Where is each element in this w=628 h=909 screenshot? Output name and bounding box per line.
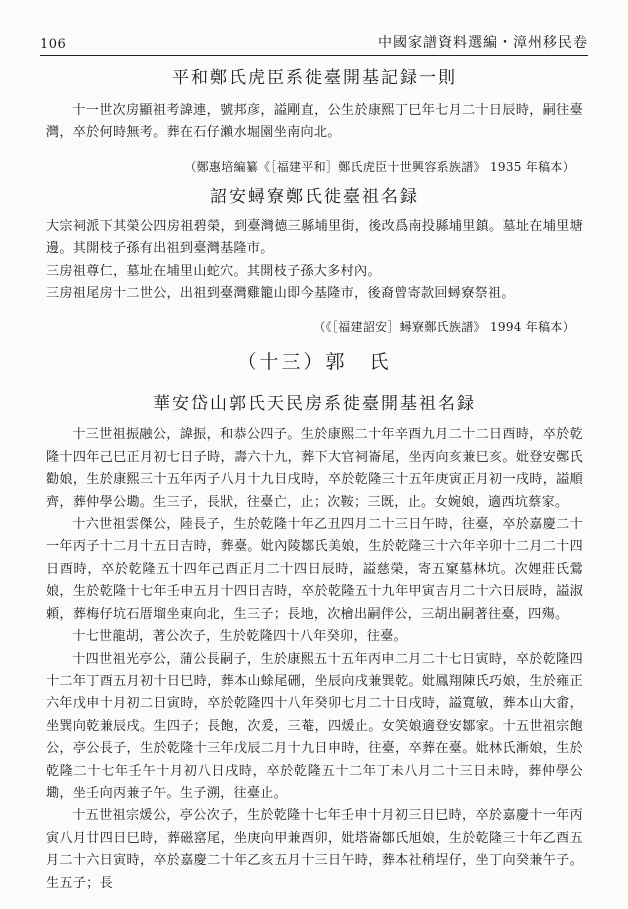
source-citation: （《［福建詔安］蟳寮鄭氏族譜》 1994 年稿本）: [313, 320, 575, 335]
chapter-title: （十三）郭 氏: [237, 351, 392, 374]
page-header: [40, 26, 588, 56]
paragraph: 十七世龍胡，著公次子，生於乾隆四十八年癸卯，往臺。: [72, 629, 408, 645]
paragraph: 大宗祠派下其榮公四房祖碧榮，到臺灣德三縣埔里街，後改爲南投縣埔里鎮。墓址在埔里塘邊。其開枝子孫有出祖到臺灣基隆市。: [46, 218, 583, 257]
paragraph: 十六世祖雲傑公，陸長子，生於乾隆十年乙丑四月二十三日午時，往臺，卒於嘉慶二十一年丙子十二月十五日吉時，葬臺。妣內陵鄒氏美娘，生於乾隆三十六年辛卯十二月二十四日酉時，卒於乾隆五十四年己酉正月二十四日辰時，謚慈榮，寄五窠墓林坑。次娌莊氏鶯娘，生於乾隆十七年壬申五月十四日吉時，卒於乾隆五十九年甲寅吉月二十六日辰時，謚淑頼，葬梅仔坑石厝塯坐東向北，生三子；長地，次檜出嗣伴公，三胡出嗣著往臺，四殤。: [46, 517, 583, 622]
section-title: 平和鄭氏虎臣系徙臺開基記録一則: [172, 68, 457, 88]
page-number: 106: [40, 37, 67, 52]
source-citation: （鄭惠培編纂《［福建平和］鄭氏虎臣十世興容系族譜》 1935 年稿本）: [184, 159, 575, 174]
paragraph: 十一世次房顯祖考諱連，號邦彦，謚剛直，公生於康熙丁巳年七月二十日辰時，嗣往臺灣，卒於何時無考。葬在石仔瀨水堀園坐南向北。: [46, 103, 583, 141]
section-title: 華安岱山郭氏天民房系徙臺開基祖名録: [153, 394, 476, 415]
page-body: [46, 66, 583, 895]
paragraph: 十三世祖振融公，諱振，和恭公四子。生於康熙二十年辛酉九月二十二日酉時，卒於乾隆十四年己巳正月初七日子時，壽六十九，葬下大官祠崙尾，坐丙向亥兼巳亥。妣登安鄭氏勸娘，生於康熙三十五年丙子八月十九日戌時，卒於乾隆三十五年庚寅正月初一戌時，謚順齊，葬仲學公墈。生三子，長狀，往臺亡，止；次鞍；三既，止。女婉娘，適西坑蔡家。: [46, 427, 583, 510]
section-title: 詔安蟳寮鄭氏徙臺祖名録: [210, 186, 419, 207]
paragraph: 三房祖尾房十二世公，出祖到臺灣雞籠山即今基隆市，後裔曾寄款回蟳寮祭祖。: [46, 286, 515, 302]
paragraph: 十四世祖光亭公，蒲公長嗣子，生於康熙五十五年丙申二月二十七日寅時，卒於乾隆四十二年丁酉五月初十日巳時，葬本山蜍尾硎，坐辰向戌兼巽乾。妣鳳翔陳氏巧娘，生於雍正六年戊申十月初二日寅時，卒於乾隆四十八年癸卯七月二十日戌時，謚寬敏，葬本山大畬，坐巽向乾兼辰戌。生四子；長飽，次爰，三菴，四煖止。女笑娘適登安鄒家。十五世祖宗飽公，亭公長子，生於乾隆十三年戊辰二月十九日申時，往臺，卒葬在臺。妣林氏漸娘，生於乾隆二十七年壬午十月初八日戌時，卒於乾隆五十二年丁未八月二十三日未時，葬仲學公墈，坐壬向丙兼子午。生子溯，往臺止。: [46, 651, 583, 801]
running-title: 中國家譜資料選編・漳州移民卷: [378, 35, 588, 51]
paragraph: 十五世祖宗煖公，亭公次子，生於乾隆十七年壬申十月初三日巳時，卒於嘉慶十一年丙寅八月廿四日巳時，葬磁窰尾，坐庚向甲兼酉卯，妣塔崙鄒氏旭娘，生於乾隆三十年乙酉五月二十六日寅時，卒於嘉慶二十年乙亥五月十三日午時，葬本社稍埕仔，坐丁向癸兼午子。生五子；長: [46, 808, 583, 891]
paragraph: 三房祖尊仁，墓址在埔里山蛇穴。其開枝子孫大多村內。: [46, 263, 381, 279]
